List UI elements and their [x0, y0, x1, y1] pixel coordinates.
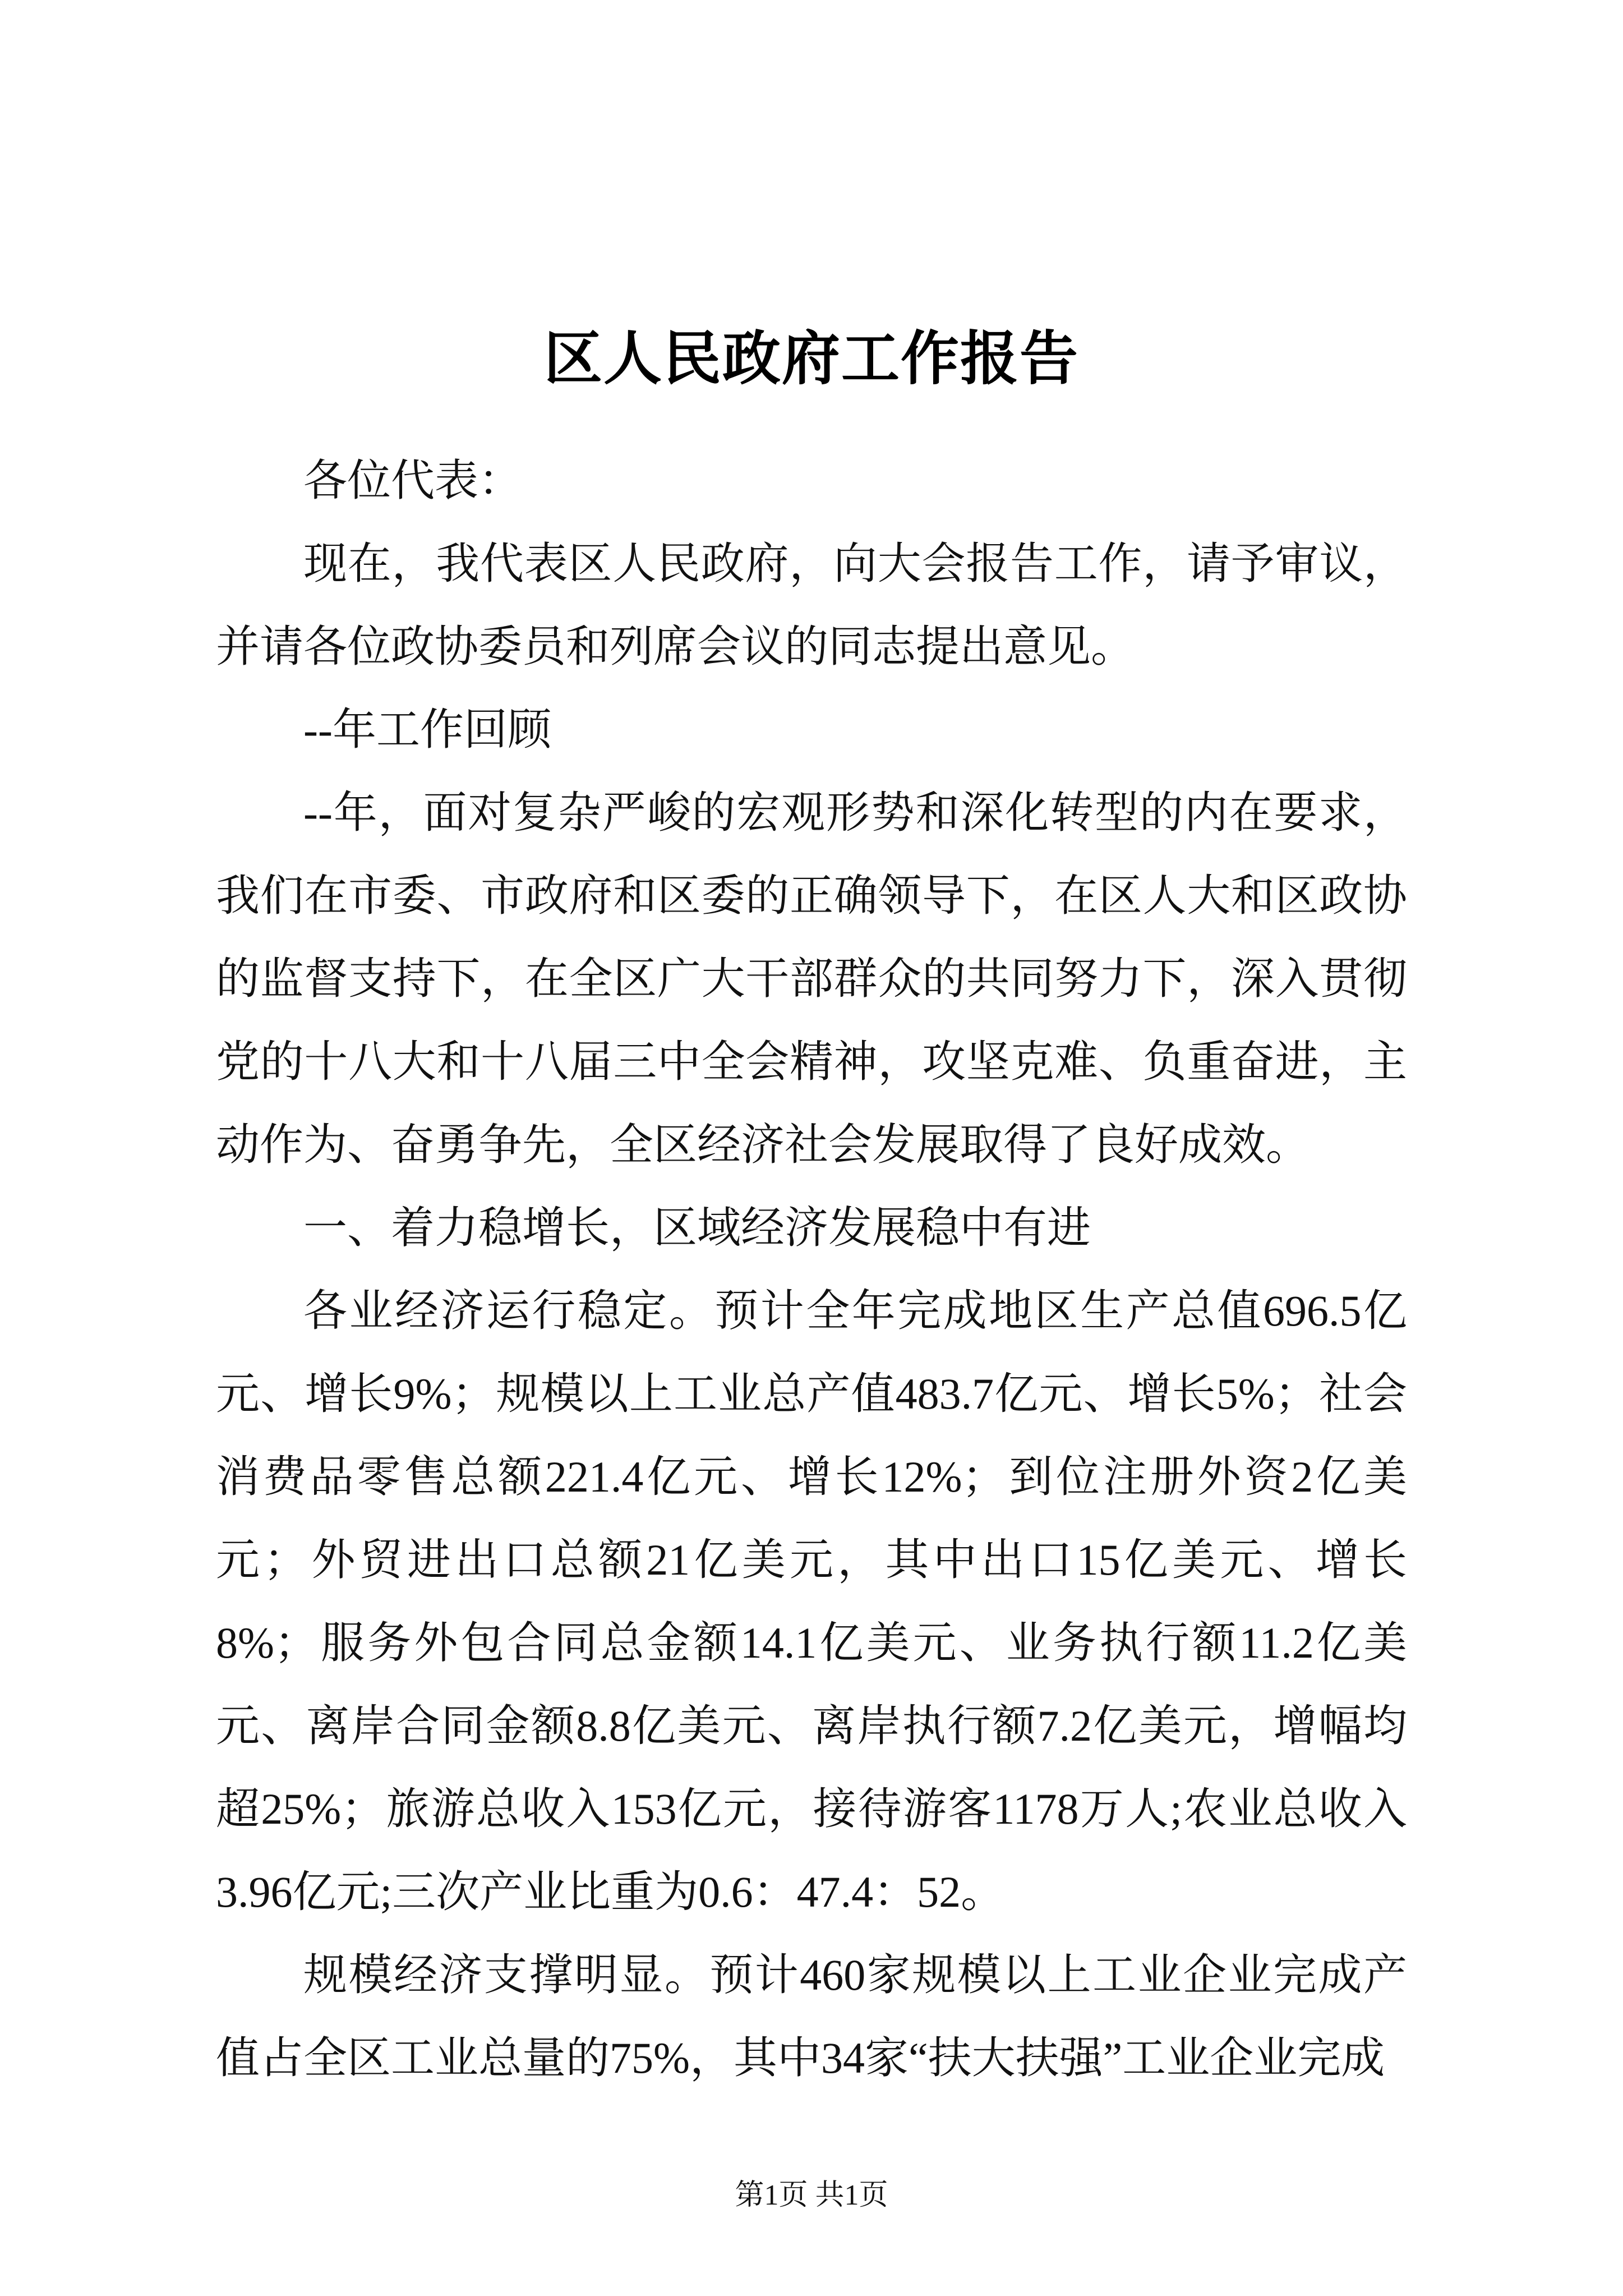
paragraph-economic-figures: 各业经济运行稳定。预计全年完成地区生产总值696.5亿元、增长9%；规模以上工业总产值483.7亿元、增长5%；社会消费品零售总额221.4亿元、增长12%；到位注册外资2亿美元；外贸进出口总额21亿美元，其中出口15亿美元、增长8%；服务外包合同总金额14.1亿美元、业务执行额11.2亿美元、离岸合同金额8.8亿美元、离岸执行额7.2亿美元，增幅均超25%；旅游总收入153亿元，接待游客1178万人;农业总收入3.96亿元;三次产业比重为0.6：47.4：52。: [216, 1286, 1407, 1916]
paragraph-scale-economy: 规模经济支撑明显。预计460家规模以上工业企业完成产值占全区工业总量的75%，其中34家“扶大扶强”工业企业完成: [216, 1950, 1407, 2082]
document-title: 区人民政府工作报告: [543, 327, 1079, 392]
section-heading-growth: 一、着力稳增长，区域经济发展稳中有进: [303, 1203, 1091, 1252]
paragraph-salutation: 各位代表：: [303, 456, 523, 505]
section-heading-year-review: --年工作回顾: [303, 705, 551, 754]
paragraph-intro: 现在，我代表区人民政府，向大会报告工作，请予审议，并请各位政协委员和列席会议的同志提出意见。: [216, 539, 1407, 671]
page-footer: 第1页 共1页: [735, 2179, 888, 2211]
paragraph-year-summary: --年，面对复杂严峻的宏观形势和深化转型的内在要求，我们在市委、市政府和区委的正确领导下，在区人大和区政协的监督支持下，在全区广大干部群众的共同努力下，深入贯彻党的十八大和十八届三中全会精神，攻坚克难、负重奋进，主动作为、奋勇争先，全区经济社会发展取得了良好成效。: [216, 788, 1407, 1169]
